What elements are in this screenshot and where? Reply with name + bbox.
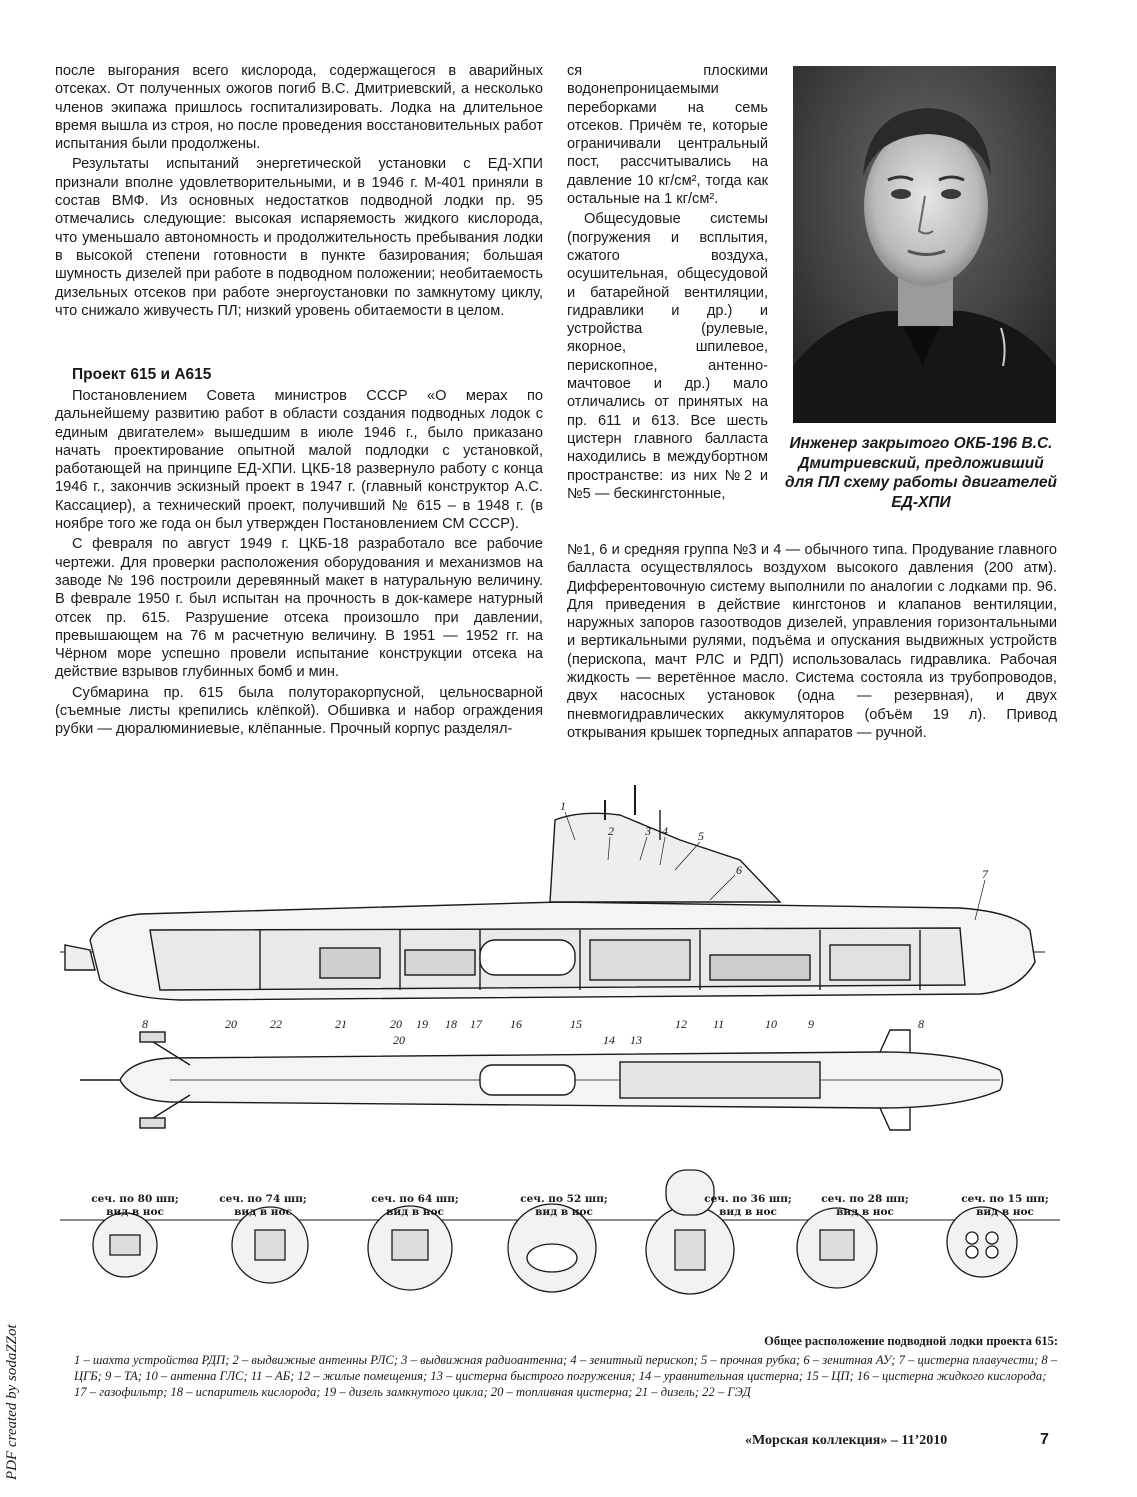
photo-caption: Инженер закрытого ОКБ-196 В.С. Дмитриевский, предложивший для ПЛ схему работы двигателей ЕД-ХПИ — [785, 435, 1057, 511]
section-title: сеч. по 28 шп; — [821, 1193, 909, 1205]
callout-label: 8 — [142, 1017, 148, 1031]
callout-label: 20 — [225, 1017, 237, 1031]
callout-label: 19 — [416, 1017, 428, 1031]
paragraph: Общесудовые системы (погружения и всплытия, сжатого воздуха, осушительная, общесудовой и батарейной вентиляции, гидравлики и др.) и устройства (рулевые, якорное, шпилевое, перископное, антенно-мачтовое и др.) мало отличались от принятых на пр. 611 и 613. Все шесть цистерн главного балласта находились в междубортном пространстве: из них №2 и №5 — бескингстонные, — [567, 211, 768, 502]
callout-label: 22 — [270, 1017, 282, 1031]
section-subtitle: вид в нос — [535, 1206, 593, 1218]
section-title: сеч. по 80 шп; — [91, 1193, 179, 1205]
section-title: сеч. по 74 шп; — [219, 1193, 307, 1205]
section-label — [218, 1193, 308, 1219]
section-label — [519, 1193, 609, 1219]
paragraph: Постановлением Совета министров СССР «О мерах по дальнейшему развитию работ в области создания подводных лодок с единым двигателем» вышедшим в июле 1946 г., было приказано начать проектирование опытной малой подлодки с установкой, работающей на принципе ЕД-ХПИ. ЦКБ-18 развернуло работу с конца 1946 г., закончив эскизный проект в 1947 г. (главный конструктор А.С. Кассациер), а технический проект, получивший № 615 – в 1948 г. (в ноябре того же года он был утвержден Постановлением СМ СССР). — [55, 388, 543, 533]
section-subtitle: вид в нос — [234, 1206, 292, 1218]
callout-label: 7 — [982, 867, 988, 881]
callout-label: 14 — [603, 1033, 615, 1047]
section-subtitle: вид в нос — [836, 1206, 894, 1218]
section-label — [820, 1193, 910, 1219]
section-title: сеч. по 36 шп; — [704, 1193, 792, 1205]
figure-legend: 1 – шахта устройства РДП; 2 – выдвижные антенны РЛС; 3 – выдвижная радиоантенна; 4 – зенитный перископ; 5 – прочная рубка; 6 – зенитная АУ; 7 – цистерна плавучести; 8 – ЦГБ; 9 – ТА; 10 – антенна ГЛС; 11 – АБ; 12 – жилые помещения; 13 – цистерна быстрого погружения; 14 – уравнительная цистерна; 15 – ЦП; 16 – цистерна жидкого кислорода; 17 – газофильтр; 18 – испаритель кислорода; 19 – дизель замкнутого цикла; 20 – топливная цистерна; 21 – дизель; 22 – ГЭД — [74, 1353, 1058, 1399]
magazine-issue: «Морская коллекция» – 11’2010 — [745, 1433, 948, 1448]
section-label — [370, 1193, 460, 1219]
section-subtitle: вид в нос — [106, 1206, 164, 1218]
submarine-general-arrangement-drawing — [60, 780, 1060, 1160]
watermark: PDF created by sodaZZot — [4, 1324, 20, 1480]
section-title: сеч. по 52 шп; — [520, 1193, 608, 1205]
paragraph: С февраля по август 1949 г. ЦКБ-18 разработало все рабочие чертежи. Для проверки расположения оборудования и механизмов на заводе № 196 построили деревянный макет в натуральную величину. В феврале 1950 г. был испытан на прочность в док-камере натурный отсек пр. 615. Разрушение отсека произошло при давлении, превышающем на 76 м расчетную величину. В 1951 — 1952 гг. на Чёрном море успешно провели испытание конструкции отсека на действие взрывов глубинных бомб и мин. — [55, 536, 543, 681]
paragraph: №1, 6 и средняя группа №3 и 4 — обычного типа. Продувание главного балласта осуществлялось воздухом высокого давления (200 атм). Дифферентовочную систему выполнили по аналогии с лодками пр. 96. Для приведения в действие кингстонов и клапанов вентиляции, наружных запоров газоотводов дизелей, управления горизонтальными и вертикальными рулями, подъёма и опускания выдвижных устройств (перископа, мачт РЛС и РДП) использовалась гидравлика. Рабочая жидкость — веретённое масло. Система состояла из трубопроводов, двух насосных установок (одна — резервная), и двух пневмогидравлических аккумуляторов (объём 19 л). Привод открывания крышек торпедных аппаратов — ручной. — [567, 542, 1057, 741]
callout-label: 13 — [630, 1033, 642, 1047]
callout-label: 18 — [445, 1017, 457, 1031]
article-column-1 — [55, 62, 543, 320]
section-label — [90, 1193, 180, 1219]
article-column-2 — [567, 62, 768, 503]
section-subtitle: вид в нос — [719, 1206, 777, 1218]
figure-title: Общее расположение подводной лодки проекта 615: — [764, 1334, 1058, 1348]
section-subtitle: вид в нос — [386, 1206, 444, 1218]
callout-label: 20 — [393, 1033, 405, 1047]
callout-label: 2 — [608, 824, 614, 838]
callout-label: 20 — [390, 1017, 402, 1031]
callout-label: 8 — [918, 1017, 924, 1031]
callout-label: 15 — [570, 1017, 582, 1031]
section-heading: Проект 615 и А615 — [72, 366, 212, 383]
callout-label: 16 — [510, 1017, 522, 1031]
callout-label: 11 — [713, 1017, 725, 1031]
portrait-photo — [793, 66, 1056, 423]
paragraph: после выгорания всего кислорода, содержащегося в аварийных отсеках. От полученных ожогов погиб В.С. Дмитриевский, а несколько членов экипажа пришлось госпитализировать. Лодка на длительное время вышла из строя, но после проведения восстановительных работ испытания были продолжены. — [55, 63, 543, 153]
callout-label: 5 — [698, 829, 704, 843]
callout-label: 12 — [675, 1017, 687, 1031]
article-column-2-continued — [567, 541, 1057, 742]
article-column-1-continued — [55, 387, 543, 739]
paragraph: ся плоскими водонепроницаемыми переборками на семь отсеков. Причём те, которые ограничивали центральный пост, рассчитывались на давление 10 кг/см², тогда как остальные на 1 кг/см². — [567, 63, 768, 208]
page-number: 7 — [1040, 1431, 1049, 1448]
section-subtitle: вид в нос — [976, 1206, 1034, 1218]
callout-label: 1 — [560, 799, 566, 813]
callout-label: 9 — [808, 1017, 814, 1031]
section-label — [703, 1193, 793, 1219]
callout-label: 17 — [470, 1017, 482, 1031]
portrait-illustration — [793, 66, 1056, 423]
section-title: сеч. по 15 шп; — [961, 1193, 1049, 1205]
section-title: сеч. по 64 шп; — [371, 1193, 459, 1205]
callout-label: 3 — [645, 824, 651, 838]
paragraph: Субмарина пр. 615 была полуторакорпусной, цельносварной (съемные листы крепились клёпкой). Обшивка и набор ограждения рубки — дюралюминиевые, клёпанные. Прочный корпус разделял- — [55, 684, 543, 738]
callout-label: 10 — [765, 1017, 777, 1031]
callout-label: 21 — [335, 1017, 347, 1031]
section-label — [960, 1193, 1050, 1219]
paragraph: Результаты испытаний энергетической установки с ЕД-ХПИ признали вполне удовлетворительными, и в 1946 г. М-401 приняли в состав ВМФ. Из основных недостатков подводной лодки пр. 95 отмечались следующие: высокая испаряемость жидкого кислорода, что уменьшало автономность и продолжительность пребывания лодки в высокой степени готовности в пункте базирования; большая шумность дизелей при работе в подводном положении; необитаемость дизельных отсеков при работе энергоустановки по замкнутому циклу, что снижало живучесть ПЛ; низкий уровень обитаемости в целом. — [55, 156, 543, 319]
callout-label: 6 — [736, 863, 742, 877]
cross-sections-drawing — [60, 1160, 1060, 1325]
callout-label: 4 — [662, 824, 668, 838]
